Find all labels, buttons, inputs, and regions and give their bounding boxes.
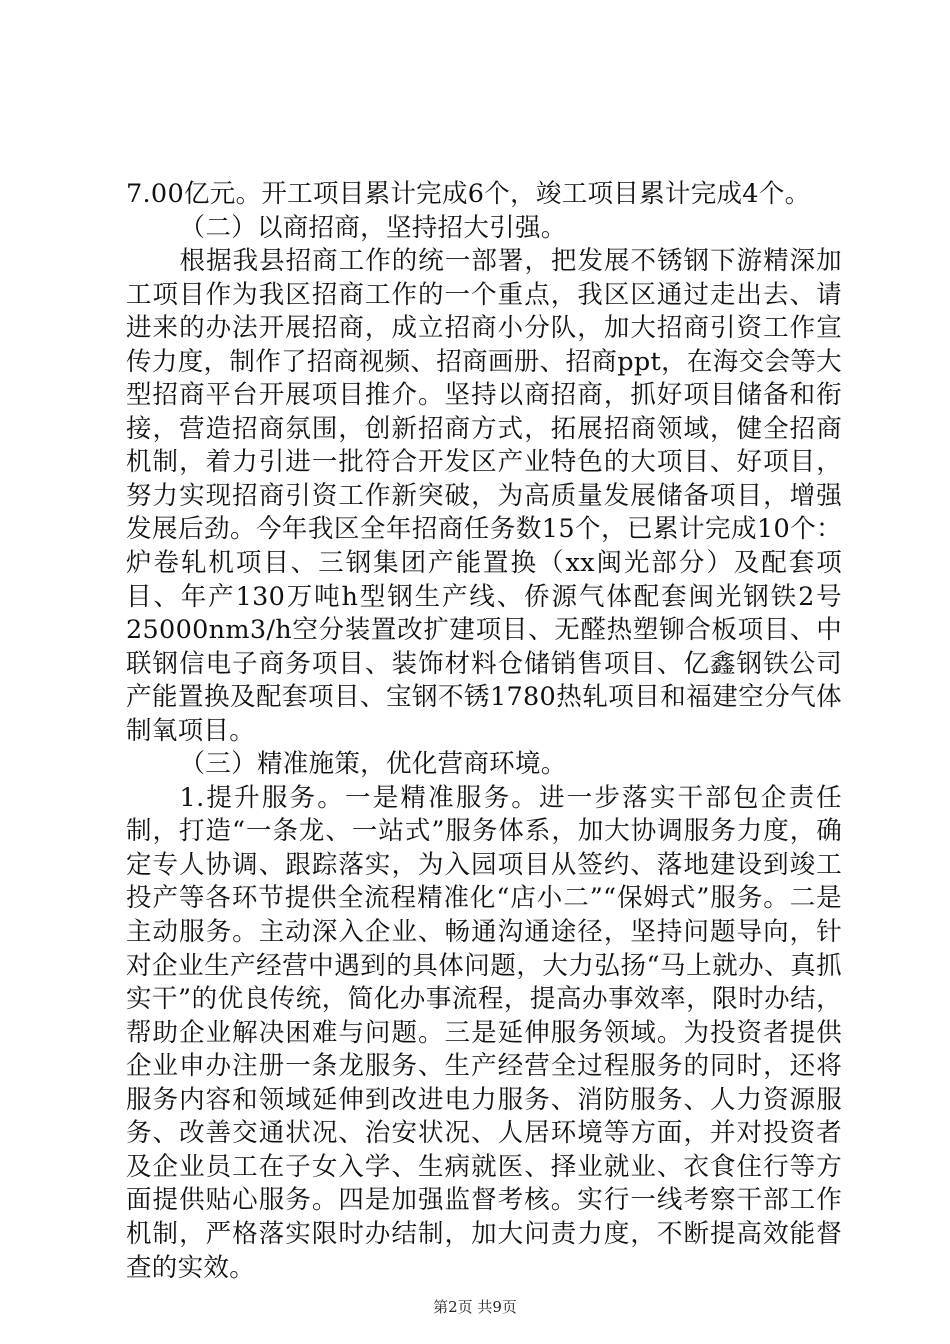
paragraph-service: 1.提升服务。一是精准服务。进一步落实干部包企责任制，打造“一条龙、一站式”服务体系，加大协调服务力度，确定专人协调、跟踪落实，为入园项目从签约、落地建设到竣工投产等各环节提供全流程精准化“店小二”“保姆式”服务。二是主动服务。主动深入企业、畅通沟通途径，坚持问题导向，针对企业生产经营中遇到的具体问题，大力弘扬“马上就办、真抓实干”的优良传统，简化办事流程，提高办事效率，限时办结，帮助企业解决困难与问题。三是延伸服务领域。为投资者提供企业申办注册一条龙服务、生产经营全过程服务的同时，还将服务内容和领域延伸到改进电力服务、消防服务、人力资源服务、改善交通状况、治安状况、人居环境等方面，并对投资者及企业员工在子女入学、生病就医、择业就业、衣食住行等方面提供贴心服务。四是加强监督考核。实行一线考察干部工作机制，严格落实限时办结制，加大问责力度，不断提高效能督查的实效。 [126,782,842,1283]
section-heading-3: （三）精准施策，优化营商环境。 [179,749,567,780]
section-heading-2: （二）以商招商，坚持招大引强。 [179,212,567,243]
paragraph-investment: 根据我县招商工作的统一部署，把发展不锈钢下游精深加工项目作为我区招商工作的一个重点，我区区通过走出去、请进来的办法开展招商，成立招商小分队，加大招商引资工作宣传力度，制作了招商视频、招商画册、招商ppt，在海交会等大型招商平台开展项目推介。坚持以商招商，抓好项目储备和衔接，营造招商氛围，创新招商方式，拓展招商领域，健全招商机制，着力引进一批符合开发区产业特色的大项目、好项目，努力实现招商引资工作新突破，为高质量发展储备项目，增强发展后劲。今年我区全年招商任务数15个，已累计完成10个：炉卷轧机项目、三钢集团产能置换（xx闽光部分）及配套项目、年产130万吨h型钢生产线、侨源气体配套闽光钢铁2号25000nm3/h空分装置改扩建项目、无醛热塑铆合板项目、中联钢信电子商务项目、装饰材料仓储销售项目、亿鑫钢铁公司产能置换及配套项目、宝钢不锈1780热轧项目和福建空分气体制氧项目。 [126,246,842,746]
paragraph-continuation: 7.00亿元。开工项目累计完成6个，竣工项目累计完成4个。 [126,179,811,209]
document-body [126,178,842,1285]
page-number-footer: 第2页 共9页 [433,1298,517,1316]
